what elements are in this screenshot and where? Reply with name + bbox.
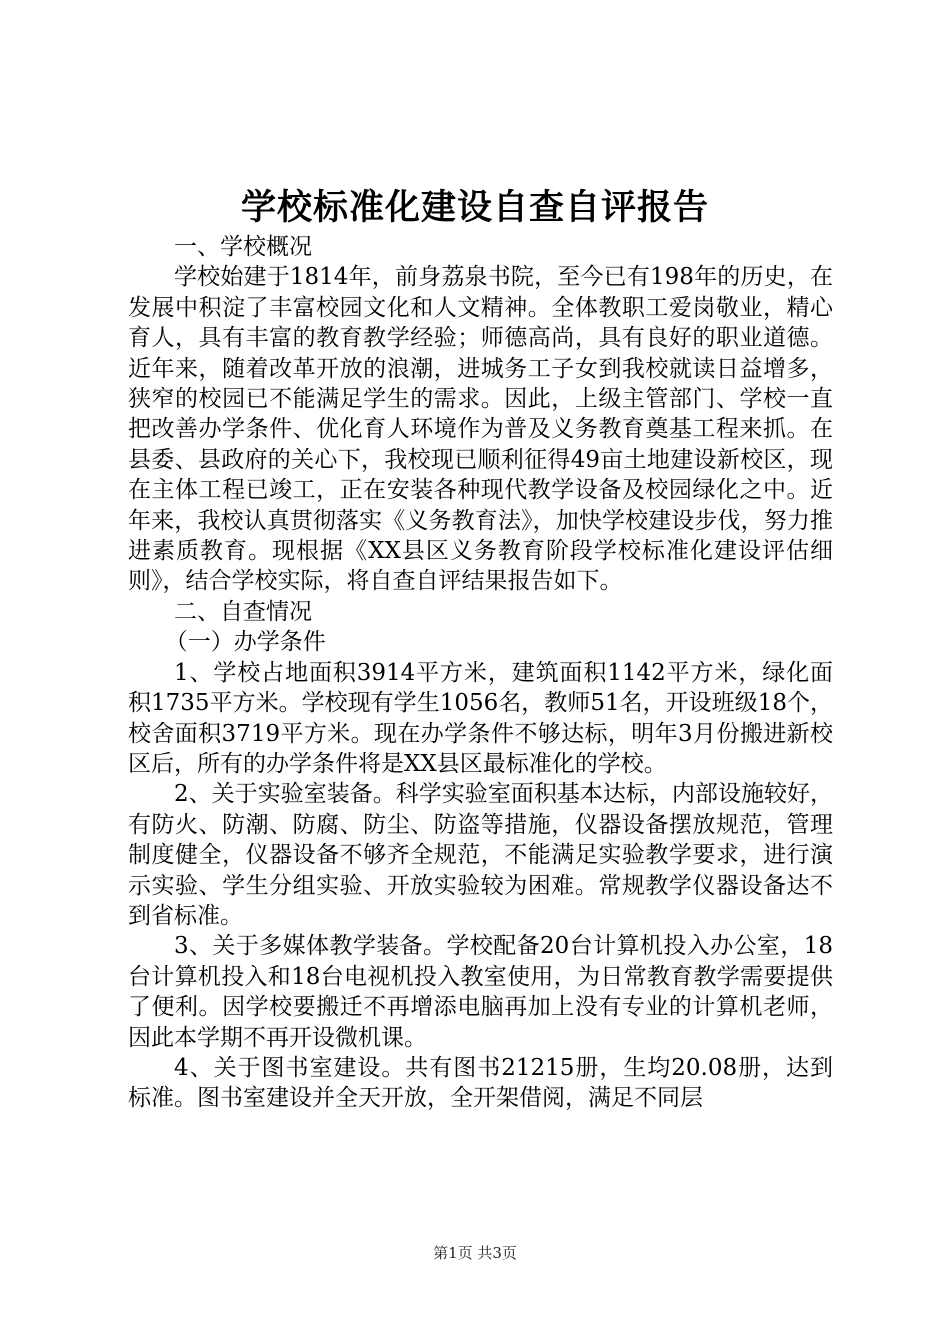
document-title: 学校标准化建设自查自评报告	[240, 187, 709, 228]
paragraph-item-3: 3、关于多媒体教学装备。学校配备20台计算机投入办公室，18台计算机投入和18台电视机投入教室使用，为日常教育教学需要提供了便利。因学校要搬迁不再增添电脑再加上没有专业的计算机老师，因此本学期不再开设微机课。	[128, 933, 833, 1051]
section-heading-overview: 一、学校概况	[174, 234, 312, 260]
paragraph-item-4: 4、关于图书室建设。共有图书21215册，生均20.08册，达到标准。图书室建设并全天开放，全开架借阅，满足不同层	[128, 1054, 833, 1112]
subsection-heading-conditions: （一）办学条件	[164, 629, 326, 656]
page-number-footer: 第1页 共3页	[433, 1244, 517, 1262]
paragraph-item-1: 1、学校占地面积3914平方米，建筑面积1142平方米，绿化面积1735平方米。学校现有学生1056名，教师51名，开设班级18个，校舍面积3719平方米。现在办学条件不够达标，明年3月份搬进新校区后，所有的办学条件将是XX县区最标准化的学校。	[128, 659, 833, 777]
paragraph-overview: 学校始建于1814年，前身荔泉书院，至今已有198年的历史，在发展中积淀了丰富校园文化和人文精神。全体教职工爱岗敬业，精心育人，具有丰富的教育教学经验；师德高尚，具有良好的职业道德。近年来，随着改革开放的浪潮，进城务工子女到我校就读日益增多，狭窄的校园已不能满足学生的需求。因此，上级主管部门、学校一直把改善办学条件、优化育人环境作为普及义务教育奠基工程来抓。在县委、县政府的关心下，我校现已顺利征得49亩土地建设新校区，现在主体工程已竣工，正在安装各种现代教学设备及校园绿化之中。近年来，我校认真贯彻落实《义务教育法》，加快学校建设步伐，努力推进素质教育。现根据《XX县区义务教育阶段学校标准化建设评估细则》，结合学校实际，将自查自评结果报告如下。	[128, 264, 833, 595]
paragraph-item-2: 2、关于实验室装备。科学实验室面积基本达标，内部设施较好，有防火、防潮、防腐、防尘、防盗等措施，仪器设备摆放规范，管理制度健全，仪器设备不够齐全规范，不能满足实验教学要求，进行演示实验、学生分组实验、开放实验较为困难。常规教学仪器设备达不到省标准。	[128, 781, 833, 929]
section-heading-self-check: 二、自查情况	[174, 598, 312, 625]
document-body	[128, 232, 833, 1114]
